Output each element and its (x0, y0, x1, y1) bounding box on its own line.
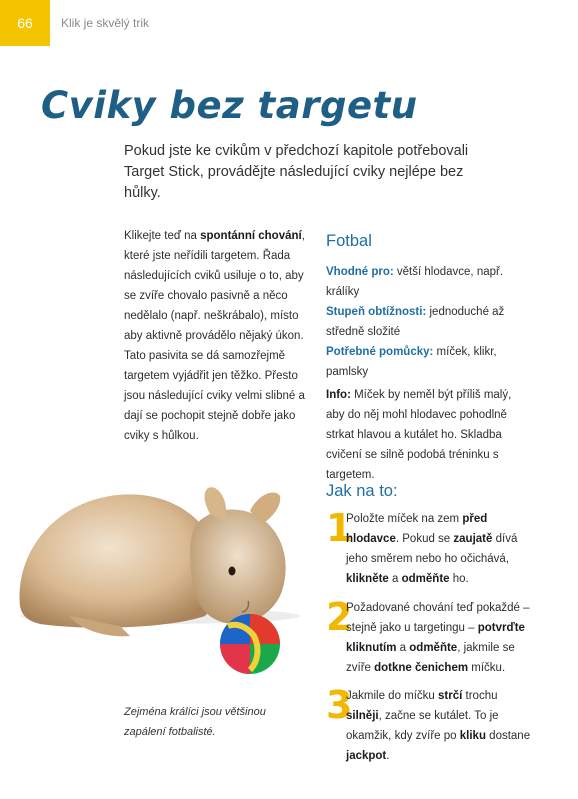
rabbit-body (20, 494, 221, 627)
step-number-1: 1 (326, 506, 353, 550)
page-title: Cviky bez targetu (41, 84, 418, 127)
step2-part: Požadované chování teď pokaždé – stejně jako u targetingu – (346, 602, 530, 634)
step1-part: Položte míček na zem (346, 513, 463, 525)
section-heading-how-to: Jak na to: (326, 482, 398, 500)
step1-bold: před hlodavce (346, 513, 488, 545)
step3-bold: silněji (346, 710, 379, 722)
step1-part: dívá jeho směrem nebo ho očichává, (346, 533, 518, 565)
step1-part: . Pokud se (395, 533, 454, 545)
step1-part: a (388, 573, 402, 585)
rabbit-with-ball-photo (10, 466, 310, 688)
page-number-tab (0, 0, 50, 46)
intro-text-2: , které jste neřídili targetem. Řada následujících cviků usiluje o to, aby se zvíře chovalo pasivně a něco nedělalo (např. neškrábalo), místo aby aktivně provádělo nějaký úkon. Tato pasivita se dá samozřejmě targetem vyjádřit jen těžko. Přesto jsou následující cviky velmi slibné a dají se pochopit stejně dobře jako cviky s hůlkou. (124, 230, 305, 442)
photo-caption: Zejména králíci jsou většinou zapálení fotbalisté. (124, 706, 266, 738)
step-3 (326, 683, 536, 766)
intro-bold: spontánní chování (200, 230, 302, 242)
step3-part: dostane (485, 730, 531, 742)
lead-paragraph: Pokud jste ke cvikům v předchozí kapitole potřebovali Target Stick, provádějte následující cviky nejlépe bez hůlky. (124, 143, 469, 201)
info-label: Info: (326, 389, 351, 401)
fotbal-details (326, 262, 516, 382)
step2-part: , jakmile se zvíře (346, 642, 515, 674)
difficulty-row (326, 302, 516, 342)
step3-bold: strčí (438, 690, 463, 702)
step-number-3: 3 (326, 683, 353, 727)
section-heading-fotbal: Fotbal (326, 232, 372, 250)
step1-bold: zaujatě (453, 533, 493, 545)
suitable-row (326, 262, 516, 302)
info-value: Míček by neměl být příliš malý, aby do něj mohl hlodavec pohodlně strkat hlavou a kutálet ho. Skladba cvičení se silně podobá tréninku s targetem. (326, 389, 512, 481)
step3-bold: kliku (459, 730, 486, 742)
intro-paragraph (124, 226, 314, 446)
ball-pink-segment (220, 644, 250, 674)
step2-bold: dotkne čenichem (374, 662, 469, 674)
step1-part: ho. (449, 573, 469, 585)
tools-label: Potřebné pomůcky: (326, 346, 434, 358)
difficulty-value: jednoduché až středně složité (326, 306, 505, 338)
step3-part: Jakmile do míčku (346, 690, 439, 702)
intro-text-1: Klikejte teď na (124, 230, 201, 242)
step3-part: trochu (462, 690, 498, 702)
step1-bold: klikněte (346, 573, 389, 585)
step2-bold: odměňte (409, 642, 458, 654)
step-2 (326, 595, 536, 678)
info-paragraph (326, 385, 516, 485)
difficulty-label: Stupeň obtížnosti: (326, 306, 427, 318)
step-1 (326, 506, 536, 589)
step-number-2: 2 (326, 595, 353, 639)
step2-part: míčku. (468, 662, 506, 674)
rabbit-eye (229, 567, 236, 576)
rabbit-head (190, 510, 286, 624)
suitable-label: Vhodné pro: (326, 266, 394, 278)
step1-bold: odměňte (401, 573, 450, 585)
step3-bold: jackpot (346, 750, 387, 762)
step2-part: a (396, 642, 410, 654)
step3-part: . (386, 750, 390, 762)
running-head: Klik je skvělý trik (61, 16, 150, 30)
step2-bold: potvrďte kliknutím (346, 622, 525, 654)
tools-value: míček, klikr, pamlsky (326, 346, 497, 378)
tools-row (326, 342, 516, 382)
page-number: 66 (17, 15, 33, 31)
step3-part: , začne se kutálet. To je okamžik, kdy zvíře po (346, 710, 499, 742)
suitable-value: větší hlodavce, např. králíky (326, 266, 504, 298)
